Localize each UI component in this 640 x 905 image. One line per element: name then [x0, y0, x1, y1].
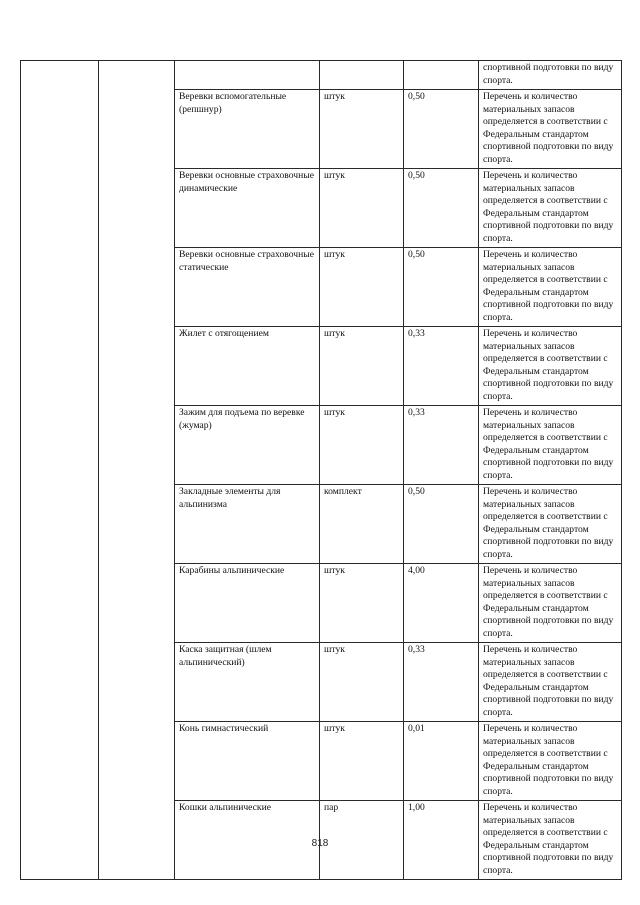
cell-qty: 0,33 — [404, 327, 479, 406]
blank-col-1 — [21, 61, 99, 880]
cell-name: Карабины альпинические — [175, 564, 320, 643]
cell-name: Жилет с отягощением — [175, 327, 320, 406]
cell-qty: 0,50 — [404, 169, 479, 248]
cell-qty: 1,00 — [404, 801, 479, 880]
cell-unit: комплект — [320, 485, 404, 564]
cell-note: Перечень и количество материальных запасов определяется в соответствии с Федеральным стандартом спортивной подготовки по виду спорта. — [479, 406, 622, 485]
cell-name: Веревки основные страховочные динамические — [175, 169, 320, 248]
cell-unit: штук — [320, 722, 404, 801]
cell-note: Перечень и количество материальных запасов определяется в соответствии с Федеральным стандартом спортивной подготовки по виду спорта. — [479, 564, 622, 643]
cell-qty: 0,33 — [404, 643, 479, 722]
cell-note: Перечень и количество материальных запасов определяется в соответствии с Федеральным стандартом спортивной подготовки по виду спорта. — [479, 722, 622, 801]
cell-qty: 0,50 — [404, 485, 479, 564]
cell-note: Перечень и количество материальных запасов определяется в соответствии с Федеральным стандартом спортивной подготовки по виду спорта. — [479, 643, 622, 722]
cell-unit: штук — [320, 643, 404, 722]
cell-unit: штук — [320, 248, 404, 327]
cell-qty: 0,01 — [404, 722, 479, 801]
cell-name: Конь гимнастический — [175, 722, 320, 801]
cell-name: Каска защитная (шлем альпинический) — [175, 643, 320, 722]
cell-qty: 0,33 — [404, 406, 479, 485]
cell-unit: штук — [320, 564, 404, 643]
blank-col-2 — [99, 61, 175, 880]
cell-qty: 4,00 — [404, 564, 479, 643]
cell-qty — [404, 61, 479, 90]
cell-note: Перечень и количество материальных запасов определяется в соответствии с Федеральным стандартом спортивной подготовки по виду спорта. — [479, 801, 622, 880]
cell-name — [175, 61, 320, 90]
page-number: 818 — [311, 838, 329, 849]
cell-name: Кошки альпинические — [175, 801, 320, 880]
cell-name: Зажим для подъема по веревке (жумар) — [175, 406, 320, 485]
cell-note: Перечень и количество материальных запасов определяется в соответствии с Федеральным стандартом спортивной подготовки по виду спорта. — [479, 169, 622, 248]
cell-note: Перечень и количество материальных запасов определяется в соответствии с Федеральным стандартом спортивной подготовки по виду спорта. — [479, 248, 622, 327]
cell-note: Перечень и количество материальных запасов определяется в соответствии с Федеральным стандартом спортивной подготовки по виду спорта. — [479, 485, 622, 564]
cell-unit: штук — [320, 406, 404, 485]
cell-name: Закладные элементы для альпинизма — [175, 485, 320, 564]
cell-unit: штук — [320, 169, 404, 248]
table-row-continued — [21, 61, 622, 90]
cell-name: Веревки основные страховочные статические — [175, 248, 320, 327]
cell-unit: пар — [320, 801, 404, 880]
cell-qty: 0,50 — [404, 90, 479, 169]
cell-name: Веревки вспомогательные (репшнур) — [175, 90, 320, 169]
cell-unit — [320, 61, 404, 90]
cell-qty: 0,50 — [404, 248, 479, 327]
cell-unit: штук — [320, 327, 404, 406]
equipment-table — [20, 60, 622, 880]
cell-note: спортивной подготовки по виду спорта. — [479, 61, 622, 90]
table-body — [21, 61, 622, 880]
cell-note: Перечень и количество материальных запасов определяется в соответствии с Федеральным стандартом спортивной подготовки по виду спорта. — [479, 327, 622, 406]
cell-note: Перечень и количество материальных запасов определяется в соответствии с Федеральным стандартом спортивной подготовки по виду спорта. — [479, 90, 622, 169]
cell-unit: штук — [320, 90, 404, 169]
